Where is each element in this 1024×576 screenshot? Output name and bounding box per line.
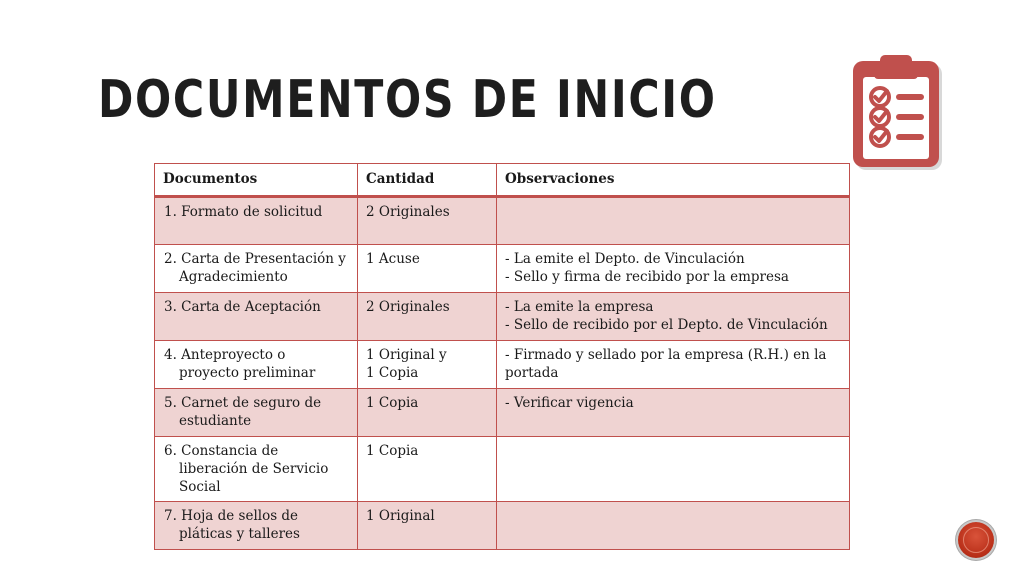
cell-quantity: 1 Acuse [358,245,497,293]
table-row [155,293,850,341]
cell-quantity: 2 Originales [358,197,497,245]
cell-observations: - Firmado y sellado por la empresa (R.H.) en la portada [497,341,850,389]
cell-document: 3. Carta de Aceptación [155,293,358,341]
cell-observations [497,437,850,502]
cell-document: 1. Formato de solicitud [155,197,358,245]
cell-quantity: 2 Originales [358,293,497,341]
cell-observations: - La emite el Depto. de Vinculación - Sello y firma de recibido por la empresa [497,245,850,293]
cell-quantity: 1 Copia [358,389,497,437]
nav-button[interactable] [958,522,994,558]
cell-document: 2. Carta de Presentación y Agradecimiento [155,245,358,293]
cell-observations: - Verificar vigencia [497,389,850,437]
table-row [155,341,850,389]
table-row [155,437,850,502]
cell-observations [497,197,850,245]
cell-observations [497,502,850,550]
table-row [155,502,850,550]
cell-quantity: 1 Copia [358,437,497,502]
clipboard-checklist-icon [850,52,948,172]
cell-quantity: 1 Original y 1 Copia [358,341,497,389]
table-row [155,245,850,293]
header-quantity: Cantidad [358,164,497,197]
cell-document: 5. Carnet de seguro de estudiante [155,389,358,437]
cell-document: 6. Constancia de liberación de Servicio Social [155,437,358,502]
header-documents: Documentos [155,164,358,197]
table-row [155,197,850,245]
cell-document: 4. Anteproyecto o proyecto preliminar [155,341,358,389]
cell-observations: - La emite la empresa - Sello de recibido por el Depto. de Vinculación [497,293,850,341]
cell-quantity: 1 Original [358,502,497,550]
table-body [155,197,850,550]
page-title: DOCUMENTOS DE INICIO [98,70,717,130]
table-header-row [155,164,850,197]
documents-table [154,163,850,550]
cell-document: 7. Hoja de sellos de pláticas y talleres [155,502,358,550]
header-observations: Observaciones [497,164,850,197]
table-row [155,389,850,437]
